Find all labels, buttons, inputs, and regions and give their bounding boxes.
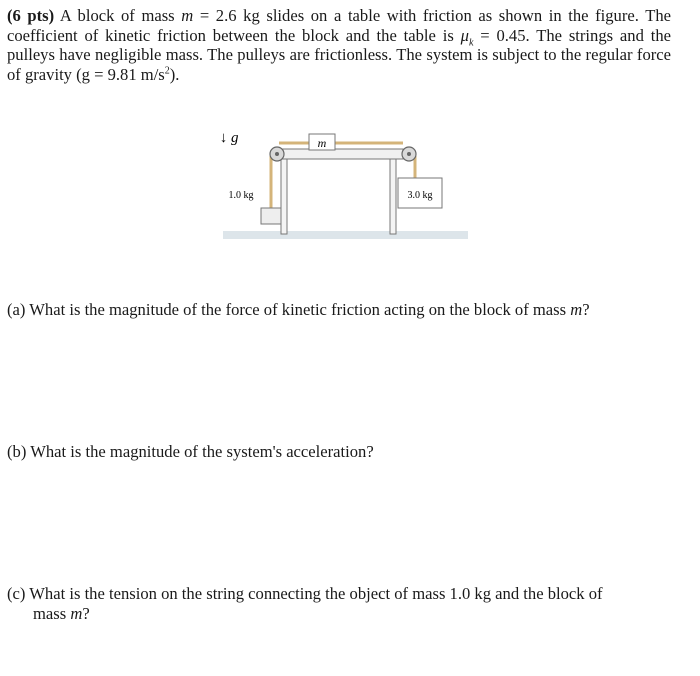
intro-text-1: A block of mass — [54, 6, 182, 25]
question-c-end: ? — [82, 604, 90, 623]
question-a — [7, 300, 671, 320]
right-mass-label: 3.0 kg — [407, 190, 433, 201]
intro-text-2: = 2.6 kg slides on a table with friction as shown in the figure. The coefficient of kinetic friction between the block and the table is — [7, 6, 671, 45]
intro-text-4: ). — [169, 64, 180, 84]
question-c-line2 — [7, 604, 671, 624]
table-top — [275, 149, 403, 159]
pulley-right-axle — [407, 152, 411, 156]
gravity-label: ↓ g⃗ — [219, 130, 251, 146]
pulley-figure — [195, 118, 475, 258]
question-a-symbol: m — [570, 300, 583, 319]
points-label: (6 pts) — [7, 6, 55, 25]
hanging-mass-left — [261, 208, 281, 224]
table-leg-right — [390, 159, 396, 234]
question-a-text: (a) What is the magnitude of the force of kinetic friction acting on the block of mass — [7, 300, 571, 319]
left-mass-label: 1.0 kg — [228, 190, 254, 201]
pulley-left-axle — [275, 152, 279, 156]
mu-subscript: k — [468, 36, 474, 48]
intro-text-3: = 0.45. The strings and the pulleys have negligible mass. The pulleys are frictionless. The system is subject to the regular force of gravity (g = 9.81 m/s — [7, 25, 671, 84]
mu-symbol: μ — [460, 25, 469, 45]
table-leg-left — [281, 159, 287, 234]
floor — [223, 231, 468, 239]
question-c-line1: (c) What is the tension on the string connecting the object of mass 1.0 kg and the block of — [7, 584, 603, 603]
question-c-symbol: m — [70, 604, 83, 623]
problem-statement — [7, 6, 671, 84]
exponent: 2 — [164, 65, 170, 77]
question-b — [7, 442, 671, 462]
mass-symbol: m — [181, 6, 194, 25]
pulley-diagram — [195, 118, 475, 258]
block-m-label: m — [317, 136, 327, 150]
question-b-text: (b) What is the magnitude of the system's acceleration? — [7, 442, 374, 461]
question-c — [7, 584, 671, 624]
question-c-line2-text: mass — [33, 604, 71, 623]
question-a-end: ? — [582, 300, 590, 319]
